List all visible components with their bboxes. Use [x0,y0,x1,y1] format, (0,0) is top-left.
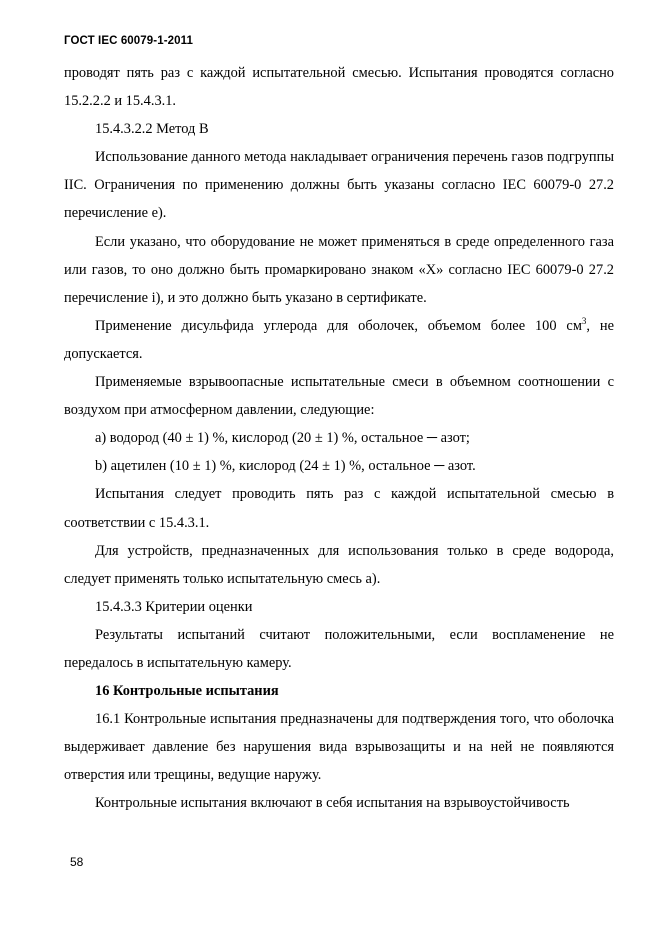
list-item-mixture-a: а) водород (40 ± 1) %, кислород (20 ± 1) %, остальное ─ азот; [95,430,470,447]
section-heading-16: 16 Контрольные испытания [95,683,279,700]
section-heading-15-4-3-3: 15.4.3.3 Критерии оценки [95,598,253,615]
paragraph-method-b-usage: Использование данного метода накладывает ограничения перечень газов подгруппы IIC. Ограничения по применению должны быть указаны согласно IEC 60079-0 27.2 перечисление е). [64,149,614,222]
cubic-superscript: 3 [581,315,587,326]
carbon-disulfide-text: Применение дисульфида углерода для оболочек, объемом более 100 см [95,317,582,334]
paragraph-control-tests-include: Контрольные испытания включают в себя испытания на взрывоустойчивость [95,795,570,812]
paragraph-test-mixtures: Применяемые взрывоопасные испытательные смеси в объемном соотношении с воздухом при атмосферном давлении, следующие: [64,374,614,419]
paragraph-evaluation-criteria: Результаты испытаний считают положительными, если воспламенение не передалось в испытательную камеру. [64,626,614,671]
paragraph-test-repetition: Испытания следует проводить пять раз с каждой испытательной смесью в соответствии с 15.4.3.1. [64,486,614,531]
carbon-disulfide-tail: , не допускается. [64,317,614,362]
list-item-mixture-b: b) ацетилен (10 ± 1) %, кислород (24 ± 1) %, остальное ─ азот. [95,458,476,475]
paragraph-16-1: 16.1 Контрольные испытания предназначены для подтверждения того, что оболочка выдерживает давление без нарушения вида взрывозащиты и на ней не появляются отверстия или трещины, ведущие наружу. [64,711,614,784]
document-body [64,59,614,818]
paragraph-hydrogen-devices: Для устройств, предназначенных для использования только в среде водорода, следует применять только испытательную смесь а). [64,542,614,587]
paragraph-marking-x: Если указано, что оборудование не может применяться в среде определенного газа или газов, то оно должно быть промаркировано знаком «X» согласно IEC 60079-0 27.2 перечисление i), и это должно быть указано в сертификате. [64,233,614,306]
page-number: 58 [70,855,84,869]
paragraph-continuation: проводят пять раз с каждой испытательной смесью. Испытания проводятся согласно 15.2.2.2 и 15.4.3.1. [64,65,614,110]
standard-header: ГОСТ IEC 60079-1-2011 [64,35,193,47]
section-heading-15-4-3-2-2: 15.4.3.2.2 Метод В [95,121,209,138]
paragraph-carbon-disulfide [64,312,614,368]
